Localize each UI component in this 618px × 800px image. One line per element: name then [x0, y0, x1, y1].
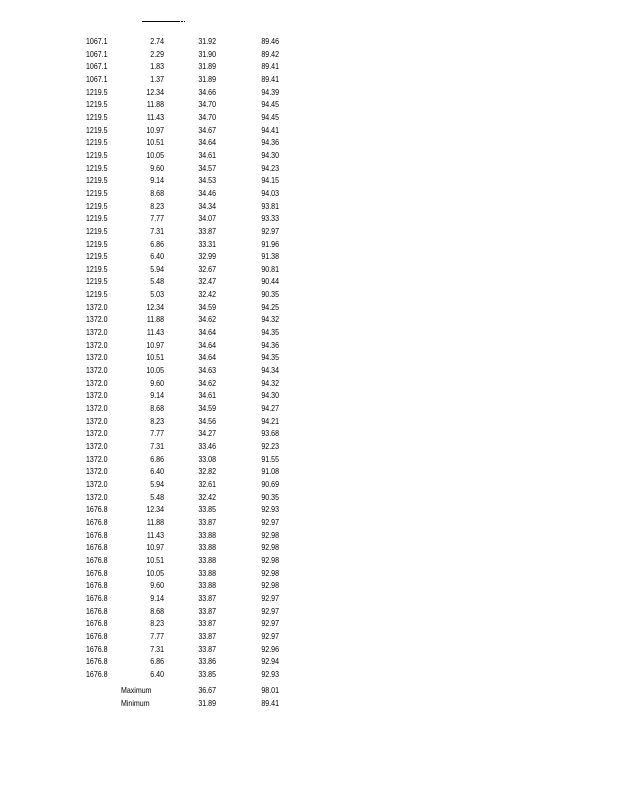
table-row — [86, 479, 279, 492]
table-cell: 34.56 — [198, 416, 216, 426]
table-cell: 1676.8 — [86, 581, 108, 591]
table-cell: 7.31 — [150, 226, 164, 236]
table-row — [86, 302, 279, 315]
table-cell: 7.77 — [150, 214, 164, 224]
table-cell: 9.14 — [150, 391, 164, 401]
table-row — [86, 492, 279, 505]
table-cell: 5.94 — [150, 479, 164, 489]
table-cell: 8.23 — [150, 201, 164, 211]
table-cell: 1219.5 — [86, 226, 108, 236]
table-cell: 1.37 — [150, 74, 164, 84]
table-row — [86, 239, 279, 252]
table-row — [86, 175, 279, 188]
table-cell: 90.44 — [261, 277, 279, 287]
table-cell: 34.59 — [198, 404, 216, 414]
table-row — [86, 606, 279, 619]
table-cell: 34.34 — [198, 201, 216, 211]
table-cell: 1219.5 — [86, 176, 108, 186]
table-cell: 92.97 — [261, 517, 279, 527]
table-cell: 92.93 — [261, 505, 279, 515]
table-cell: 1372.0 — [86, 340, 108, 350]
table-cell: 7.77 — [150, 429, 164, 439]
table-cell: 34.64 — [198, 340, 216, 350]
table-cell: 94.15 — [261, 176, 279, 186]
table-cell: 33.85 — [198, 505, 216, 515]
table-cell: 34.66 — [198, 87, 216, 97]
table-cell: 10.97 — [146, 340, 164, 350]
table-cell: 94.35 — [261, 328, 279, 338]
table-cell: 92.98 — [261, 555, 279, 565]
table-cell: 92.98 — [261, 581, 279, 591]
table-cell: 94.45 — [261, 100, 279, 110]
table-cell: 94.41 — [261, 125, 279, 135]
table-cell: 34.27 — [198, 429, 216, 439]
table-cell: 94.30 — [261, 391, 279, 401]
table-cell: 34.67 — [198, 125, 216, 135]
table-cell: 33.46 — [198, 442, 216, 451]
table-cell: 1676.8 — [86, 568, 108, 578]
table-row — [86, 378, 279, 391]
table-cell: 1219.5 — [86, 264, 108, 274]
table-cell: 1067.1 — [86, 49, 108, 59]
table-cell: 94.36 — [261, 340, 279, 350]
table-cell: 31.89 — [198, 62, 216, 72]
table-cell: 11.43 — [146, 328, 164, 338]
table-row — [86, 631, 279, 644]
table-cell: 6.40 — [150, 467, 164, 477]
table-cell: 34.70 — [198, 100, 216, 110]
table-cell: 1372.0 — [86, 479, 108, 489]
table-cell: 10.51 — [146, 138, 164, 148]
table-cell: 9.60 — [150, 163, 164, 173]
table-cell: 1219.5 — [86, 138, 108, 148]
table-cell: 12.34 — [146, 505, 164, 515]
table-row — [86, 74, 279, 87]
table-cell: 34.57 — [198, 163, 216, 173]
table-cell: 92.97 — [261, 631, 279, 641]
table-cell: 34.07 — [198, 214, 216, 224]
table-row — [86, 504, 279, 517]
table-cell: 11.88 — [146, 315, 164, 325]
summary-label: Maximum — [121, 686, 152, 695]
table-cell: 1219.5 — [86, 87, 108, 97]
summary-value: 98.01 — [261, 686, 279, 695]
summary-label: Minimum — [121, 698, 150, 708]
table-row — [86, 226, 279, 239]
table-cell: 34.70 — [198, 112, 216, 122]
table-cell: 9.14 — [150, 176, 164, 186]
table-cell: 94.21 — [261, 416, 279, 426]
table-cell: 34.59 — [198, 302, 216, 312]
table-cell: 1372.0 — [86, 416, 108, 426]
table-cell: 10.97 — [146, 125, 164, 135]
table-cell: 5.48 — [150, 492, 164, 502]
table-cell: 6.40 — [150, 669, 164, 679]
table-row — [86, 150, 279, 163]
table-cell: 8.23 — [150, 619, 164, 629]
table-row — [86, 352, 279, 365]
table-cell: 1067.1 — [86, 37, 108, 46]
table-cell: 34.63 — [198, 366, 216, 376]
table-cell: 7.77 — [150, 631, 164, 641]
table-cell: 5.94 — [150, 264, 164, 274]
table-cell: 31.90 — [198, 49, 216, 59]
table-row — [86, 289, 279, 302]
table-cell: 32.99 — [198, 252, 216, 262]
table-cell: 1372.0 — [86, 442, 108, 451]
table-cell: 94.32 — [261, 378, 279, 388]
table-cell: 1372.0 — [86, 302, 108, 312]
table-cell: 11.43 — [146, 112, 164, 122]
table-cell: 31.89 — [198, 74, 216, 84]
table-cell: 8.68 — [150, 188, 164, 198]
table-cell: 1676.8 — [86, 606, 108, 616]
table-row — [86, 390, 279, 403]
table-cell: 92.97 — [261, 226, 279, 236]
table-cell: 2.29 — [150, 49, 164, 59]
table-cell: 8.68 — [150, 606, 164, 616]
table-cell: 92.94 — [261, 657, 279, 667]
summary-table — [121, 685, 279, 710]
table-row — [86, 542, 279, 555]
table-cell: 10.51 — [146, 555, 164, 565]
table-cell: 1372.0 — [86, 391, 108, 401]
table-cell: 1372.0 — [86, 378, 108, 388]
table-cell: 32.47 — [198, 277, 216, 287]
table-cell: 33.31 — [198, 239, 216, 249]
table-cell: 6.86 — [150, 657, 164, 667]
table-cell: 1.83 — [150, 62, 164, 72]
table-cell: 34.64 — [198, 138, 216, 148]
table-cell: 1676.8 — [86, 530, 108, 540]
table-cell: 1372.0 — [86, 492, 108, 502]
table-cell: 7.31 — [150, 644, 164, 654]
table-cell: 33.88 — [198, 568, 216, 578]
table-cell: 1067.1 — [86, 74, 108, 84]
data-table — [86, 36, 279, 681]
table-cell: 33.87 — [198, 593, 216, 603]
summary-value: 36.67 — [198, 686, 216, 695]
table-row — [86, 314, 279, 327]
table-row — [86, 137, 279, 150]
table-cell: 31.92 — [198, 37, 216, 46]
table-cell: 6.86 — [150, 239, 164, 249]
table-cell: 1219.5 — [86, 163, 108, 173]
table-row — [86, 568, 279, 581]
table-row — [86, 125, 279, 138]
table-row — [86, 618, 279, 631]
table-row — [86, 61, 279, 74]
table-cell: 93.81 — [261, 201, 279, 211]
table-cell: 92.97 — [261, 593, 279, 603]
table-cell: 9.60 — [150, 581, 164, 591]
table-cell: 6.86 — [150, 454, 164, 464]
table-cell: 1676.8 — [86, 543, 108, 553]
table-cell: 11.88 — [146, 517, 164, 527]
table-cell: 34.61 — [198, 391, 216, 401]
table-row — [86, 454, 279, 467]
table-cell: 10.05 — [146, 150, 164, 160]
table-cell: 1676.8 — [86, 644, 108, 654]
table-cell: 9.60 — [150, 378, 164, 388]
table-cell: 91.38 — [261, 252, 279, 262]
table-cell: 33.88 — [198, 530, 216, 540]
table-cell: 5.03 — [150, 290, 164, 300]
table-row — [86, 416, 279, 429]
table-cell: 1372.0 — [86, 366, 108, 376]
table-cell: 89.46 — [261, 37, 279, 46]
data-table-body — [86, 36, 279, 681]
table-cell: 94.23 — [261, 163, 279, 173]
table-cell: 1372.0 — [86, 429, 108, 439]
table-cell: 1676.8 — [86, 505, 108, 515]
table-cell: 33.87 — [198, 631, 216, 641]
header-rule-line — [142, 21, 180, 22]
table-cell: 10.05 — [146, 568, 164, 578]
table-cell: 92.93 — [261, 669, 279, 679]
table-cell: 1676.8 — [86, 517, 108, 527]
table-row — [86, 466, 279, 479]
table-row — [86, 644, 279, 657]
table-cell: 1372.0 — [86, 467, 108, 477]
table-row — [86, 517, 279, 530]
table-cell: 32.67 — [198, 264, 216, 274]
table-cell: 92.97 — [261, 619, 279, 629]
summary-row — [121, 685, 279, 698]
table-cell: 94.39 — [261, 87, 279, 97]
table-cell: 92.23 — [261, 442, 279, 451]
table-row — [86, 555, 279, 568]
table-cell: 1676.8 — [86, 657, 108, 667]
table-cell: 8.23 — [150, 416, 164, 426]
table-cell: 94.27 — [261, 404, 279, 414]
table-cell: 32.42 — [198, 290, 216, 300]
table-cell: 94.03 — [261, 188, 279, 198]
table-cell: 32.82 — [198, 467, 216, 477]
table-row — [86, 163, 279, 176]
table-cell: 94.30 — [261, 150, 279, 160]
table-cell: 90.35 — [261, 492, 279, 502]
table-cell: 1219.5 — [86, 188, 108, 198]
table-cell: 89.41 — [261, 62, 279, 72]
table-cell: 33.88 — [198, 555, 216, 565]
table-cell: 91.96 — [261, 239, 279, 249]
table-cell: 33.08 — [198, 454, 216, 464]
table-cell: 1676.8 — [86, 631, 108, 641]
table-cell: 1372.0 — [86, 328, 108, 338]
summary-row — [121, 698, 279, 711]
table-cell: 34.46 — [198, 188, 216, 198]
table-cell: 90.35 — [261, 290, 279, 300]
table-cell: 5.48 — [150, 277, 164, 287]
table-cell: 91.55 — [261, 454, 279, 464]
table-cell: 94.32 — [261, 315, 279, 325]
table-cell: 1219.5 — [86, 290, 108, 300]
table-cell: 10.97 — [146, 543, 164, 553]
table-cell: 33.85 — [198, 669, 216, 679]
table-cell: 12.34 — [146, 302, 164, 312]
table-row — [86, 99, 279, 112]
table-cell: 94.34 — [261, 366, 279, 376]
table-row — [86, 441, 279, 454]
table-cell: 89.41 — [261, 74, 279, 84]
table-cell: 89.42 — [261, 49, 279, 59]
table-row — [86, 428, 279, 441]
table-cell: 92.96 — [261, 644, 279, 654]
table-cell: 8.68 — [150, 404, 164, 414]
table-cell: 1372.0 — [86, 353, 108, 363]
table-row — [86, 112, 279, 125]
table-cell: 34.53 — [198, 176, 216, 186]
table-cell: 90.69 — [261, 479, 279, 489]
table-cell: 94.25 — [261, 302, 279, 312]
table-row — [86, 276, 279, 289]
table-cell: 1676.8 — [86, 619, 108, 629]
header-rule — [142, 15, 185, 23]
table-row — [86, 669, 279, 682]
table-cell: 6.40 — [150, 252, 164, 262]
table-cell: 92.97 — [261, 606, 279, 616]
table-cell: 34.64 — [198, 328, 216, 338]
table-cell: 34.62 — [198, 315, 216, 325]
table-cell: 93.68 — [261, 429, 279, 439]
table-row — [86, 188, 279, 201]
table-cell: 1219.5 — [86, 252, 108, 262]
table-row — [86, 36, 279, 49]
table-row — [86, 580, 279, 593]
table-cell: 94.35 — [261, 353, 279, 363]
header-rule-tail — [181, 21, 185, 22]
table-cell: 33.87 — [198, 619, 216, 629]
table-cell: 91.08 — [261, 467, 279, 477]
table-cell: 1219.5 — [86, 125, 108, 135]
table-cell: 1219.5 — [86, 100, 108, 110]
table-cell: 34.61 — [198, 150, 216, 160]
table-cell: 1219.5 — [86, 239, 108, 249]
table-cell: 1219.5 — [86, 277, 108, 287]
table-cell: 32.61 — [198, 479, 216, 489]
table-row — [86, 593, 279, 606]
table-cell: 10.05 — [146, 366, 164, 376]
table-cell: 12.34 — [146, 87, 164, 97]
table-row — [86, 213, 279, 226]
table-cell: 1676.8 — [86, 593, 108, 603]
table-cell: 32.42 — [198, 492, 216, 502]
table-cell: 11.43 — [146, 530, 164, 540]
table-cell: 33.88 — [198, 581, 216, 591]
table-row — [86, 656, 279, 669]
table-row — [86, 264, 279, 277]
table-cell: 92.98 — [261, 568, 279, 578]
table-cell: 93.33 — [261, 214, 279, 224]
table-cell: 33.87 — [198, 606, 216, 616]
table-cell: 1372.0 — [86, 315, 108, 325]
table-cell: 33.87 — [198, 226, 216, 236]
table-cell: 94.36 — [261, 138, 279, 148]
summary-value: 31.89 — [198, 698, 216, 708]
table-cell: 10.51 — [146, 353, 164, 363]
table-row — [86, 327, 279, 340]
table-cell: 34.64 — [198, 353, 216, 363]
table-cell: 1676.8 — [86, 555, 108, 565]
table-row — [86, 87, 279, 100]
table-cell: 90.81 — [261, 264, 279, 274]
table-cell: 1219.5 — [86, 150, 108, 160]
table-row — [86, 251, 279, 264]
table-cell: 1676.8 — [86, 669, 108, 679]
table-cell: 1219.5 — [86, 214, 108, 224]
table-row — [86, 530, 279, 543]
table-cell: 33.87 — [198, 644, 216, 654]
table-cell: 1372.0 — [86, 404, 108, 414]
summary-table-body — [121, 685, 279, 710]
table-cell: 33.86 — [198, 657, 216, 667]
table-row — [86, 340, 279, 353]
table-cell: 94.45 — [261, 112, 279, 122]
table-cell: 92.98 — [261, 543, 279, 553]
table-cell: 9.14 — [150, 593, 164, 603]
table-cell: 11.88 — [146, 100, 164, 110]
table-cell: 2.74 — [150, 37, 164, 46]
table-cell: 1219.5 — [86, 201, 108, 211]
table-cell: 7.31 — [150, 442, 164, 451]
table-cell: 33.88 — [198, 543, 216, 553]
table-row — [86, 403, 279, 416]
table-cell: 1372.0 — [86, 454, 108, 464]
summary-value: 89.41 — [261, 698, 279, 708]
table-row — [86, 201, 279, 214]
table-cell: 1067.1 — [86, 62, 108, 72]
table-cell: 92.98 — [261, 530, 279, 540]
table-row — [86, 365, 279, 378]
table-cell: 33.87 — [198, 517, 216, 527]
table-cell: 1219.5 — [86, 112, 108, 122]
table-row — [86, 49, 279, 62]
table-cell: 34.62 — [198, 378, 216, 388]
